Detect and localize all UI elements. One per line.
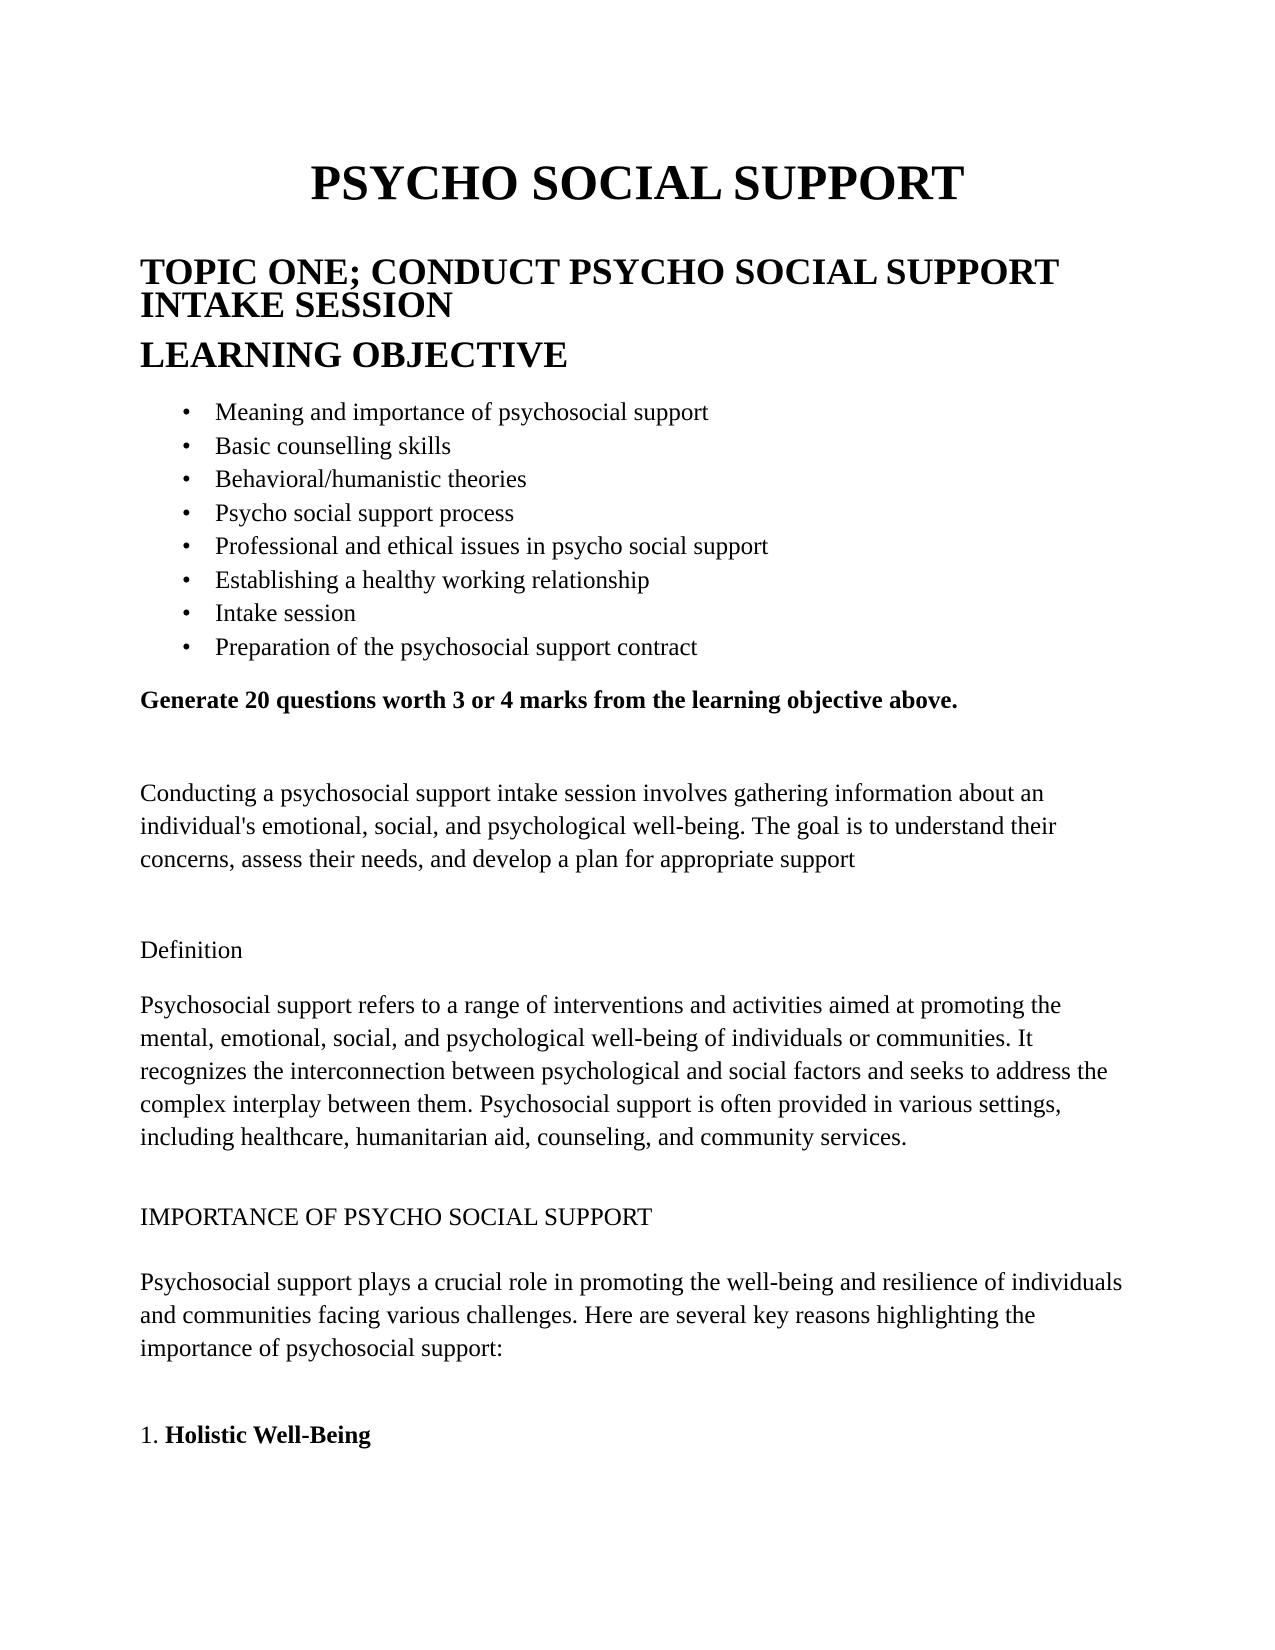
- objective-text: Professional and ethical issues in psycho social support: [215, 533, 769, 560]
- bullet-icon: •: [182, 600, 191, 627]
- importance-paragraph: Psychosocial support plays a crucial role in promoting the well-being and resilience of individuals and communities facing various challenges. Here are several key reasons highlighting the importance of psychosocial support:: [140, 1269, 1123, 1362]
- objective-text: Establishing a healthy working relationship: [215, 566, 650, 594]
- numbered-item-holistic-well-being: [140, 1419, 1135, 1452]
- learning-objective-heading: LEARNING OBJECTIVE: [140, 335, 569, 376]
- objective-text: Basic counselling skills: [215, 432, 452, 460]
- page-title: PSYCHO SOCIAL SUPPORT: [310, 154, 965, 210]
- list-item: [140, 396, 1135, 430]
- objective-text: Meaning and importance of psychosocial support: [215, 399, 709, 426]
- definition-heading: Definition: [140, 937, 243, 964]
- list-item: [140, 564, 1135, 598]
- list-item: [140, 631, 1135, 665]
- bullet-icon: •: [182, 466, 191, 493]
- generate-questions-instruction: Generate 20 questions worth 3 or 4 marks from the learning objective above.: [140, 687, 958, 714]
- item-label: Holistic Well-Being: [165, 1422, 371, 1449]
- bullet-icon: •: [182, 399, 191, 426]
- objective-text: Psycho social support process: [215, 499, 515, 527]
- bullet-icon: •: [182, 566, 191, 594]
- bullet-icon: •: [182, 499, 191, 527]
- list-item: [140, 530, 1135, 564]
- topic-heading: TOPIC ONE; CONDUCT PSYCHO SOCIAL SUPPORT INTAKE SESSION: [140, 252, 1059, 326]
- list-item: [140, 597, 1135, 631]
- objective-text: Behavioral/humanistic theories: [215, 466, 527, 493]
- list-item: [140, 497, 1135, 531]
- item-number: 1.: [140, 1422, 159, 1449]
- definition-paragraph: Psychosocial support refers to a range of interventions and activities aimed at promoting the mental, emotional, social, and psychological well-being of individuals or communities. It recognizes the interconnection between psychological and social factors and seeks to address the complex interplay between them. Psychosocial support is often provided in various settings, including healthcare, humanitarian aid, counseling, and community services.: [140, 992, 1108, 1151]
- objective-text: Preparation of the psychosocial support contract: [215, 633, 698, 661]
- list-item: [140, 463, 1135, 497]
- objective-text: Intake session: [215, 600, 356, 627]
- list-item: [140, 430, 1135, 464]
- bullet-icon: •: [182, 633, 191, 661]
- learning-objectives-list: [140, 396, 1135, 664]
- importance-heading: IMPORTANCE OF PSYCHO SOCIAL SUPPORT: [140, 1204, 653, 1231]
- bullet-icon: •: [182, 533, 191, 560]
- intro-paragraph: Conducting a psychosocial support intake session involves gathering information about an individual's emotional, social, and psychological well-being. The goal is to understand their concerns, assess their needs, and develop a plan for appropriate support: [140, 780, 1057, 873]
- bullet-icon: •: [182, 432, 191, 460]
